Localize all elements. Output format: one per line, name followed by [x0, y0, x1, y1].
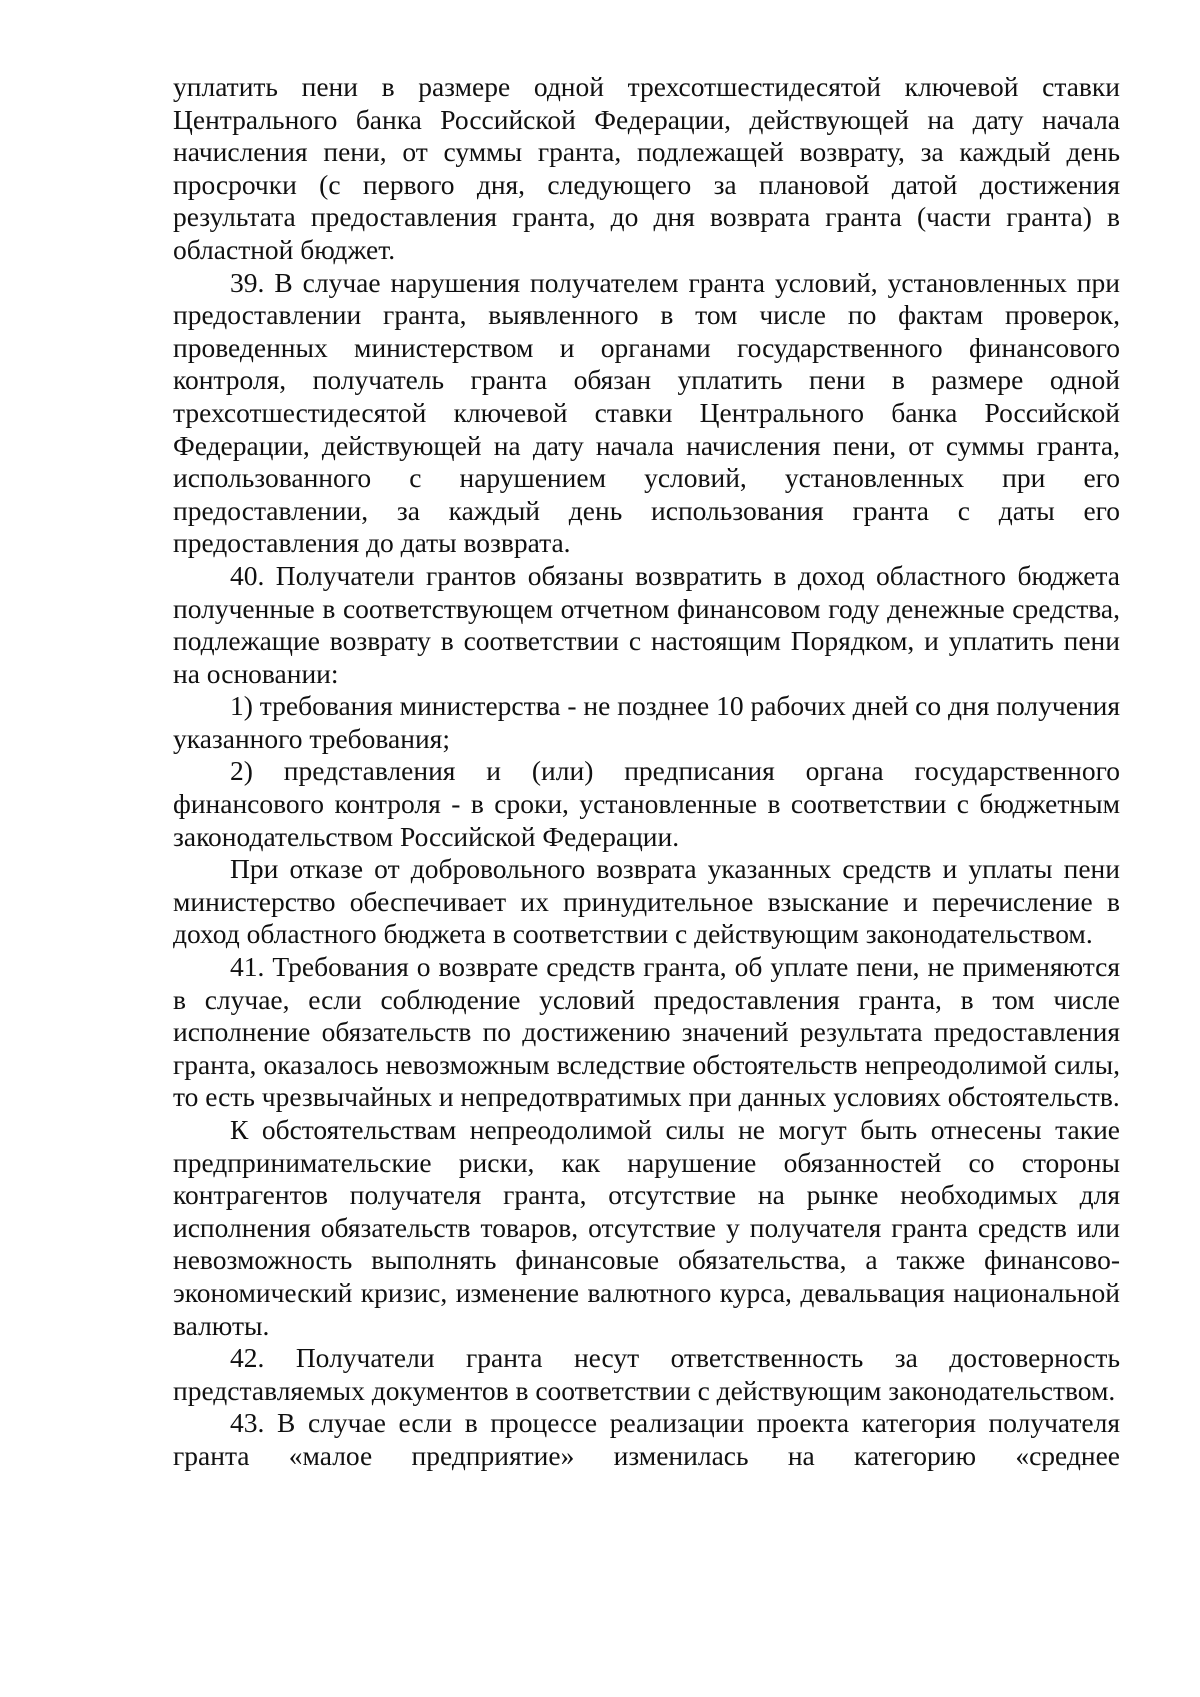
paragraph-41: 41. Требования о возврате средств гранта, об уплате пени, не применяются в случае, если соблюдение условий предоставления гранта, в том числе исполнение обязательств по достижению значений результата предоставления гранта, оказалось невозможным вследствие обстоятельств непреодолимой силы, то есть чрезвычайных и непредотвратимых при данных условиях обстоятельств. [173, 951, 1120, 1113]
paragraph-refusal: При отказе от добровольного возврата указанных средств и уплаты пени министерство обеспечивает их принудительное взыскание и перечисление в доход областного бюджета в соответствии с действующим законодательством. [173, 853, 1120, 950]
paragraph-43: 43. В случае если в процессе реализации проекта категория получателя гранта «малое предприятие» изменилась на категорию «среднее [173, 1407, 1120, 1471]
paragraph-42: 42. Получатели гранта несут ответственность за достоверность представляемых документов в соответствии с действующим законодательством. [173, 1342, 1120, 1406]
document-page [173, 71, 1120, 1473]
paragraph-39: 39. В случае нарушения получателем гранта условий, установленных при предоставлении гранта, выявленного в том числе по фактам проверок, проведенных министерством и органами государственного финансового контроля, получатель гранта обязан уплатить пени в размере одной трехсотшестидесятой ключевой ставки Центрального банка Российской Федерации, действующей на дату начала начисления пени, от суммы гранта, использованного с нарушением условий, установленных при его предоставлении, за каждый день использования гранта с даты его предоставления до даты возврата. [173, 266, 1120, 559]
list-item-2: 2) представления и (или) предписания органа государственного финансового контроля - в сроки, установленные в соответствии с бюджетным законодательством Российской Федерации. [173, 755, 1120, 852]
paragraph-continuation: уплатить пени в размере одной трехсотшестидесятой ключевой ставки Центрального банка Российской Федерации, действующей на дату начала начисления пени, от суммы гранта, подлежащей возврату, за каждый день просрочки (с первого дня, следующего за плановой датой достижения результата предоставления гранта, до дня возврата гранта (части гранта) в областной бюджет. [173, 71, 1120, 265]
paragraph-40: 40. Получатели грантов обязаны возвратить в доход областного бюджета полученные в соответствующем отчетном финансовом году денежные средства, подлежащие возврату в соответствии с настоящим Порядком, и уплатить пени на основании: [173, 559, 1120, 689]
paragraph-force-majeure: К обстоятельствам непреодолимой силы не могут быть отнесены такие предпринимательские риски, как нарушение обязанностей со стороны контрагентов получателя гранта, отсутствие на рынке необходимых для исполнения обязательств товаров, отсутствие у получателя гранта средств или невозможность выполнять финансовые обязательства, а также финансово-экономический кризис, изменение валютного курса, девальвация национальной валюты. [173, 1114, 1120, 1341]
list-item-1: 1) требования министерства - не позднее 10 рабочих дней со дня получения указанного требования; [173, 690, 1120, 754]
